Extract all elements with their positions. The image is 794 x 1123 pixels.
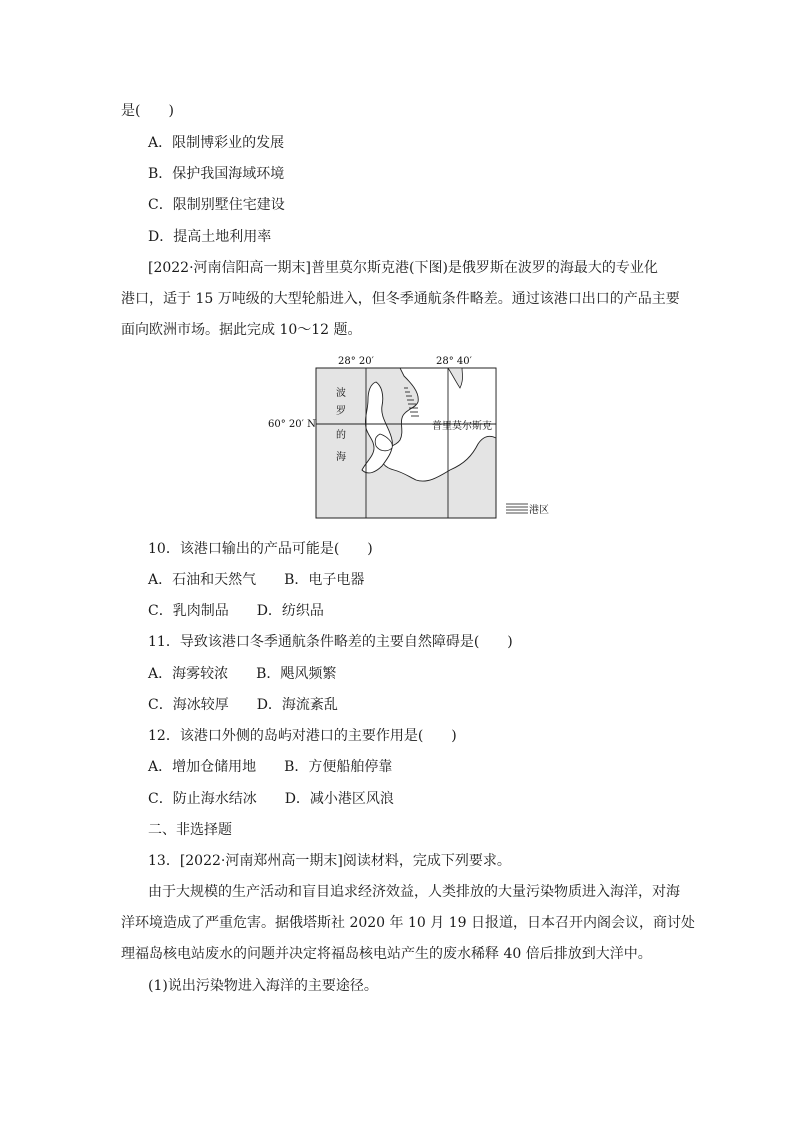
- q11-stem: 11．导致该港口冬季通航条件略差的主要自然障碍是( ): [148, 634, 513, 650]
- port-location-map: [268, 352, 558, 524]
- intro-line-2: 港口，适于 15 万吨级的大型轮船进入，但冬季通航条件略差。通过该港口出口的产品主要: [121, 291, 680, 307]
- sea-label-2: 罗: [336, 406, 346, 417]
- intro-line-1: [2022·河南信阳高一期末]普里莫尔斯克港(下图)是俄罗斯在波罗的海最大的专业化: [148, 260, 658, 276]
- option-b: B．保护我国海域环境: [148, 166, 285, 182]
- intro-line-3: 面向欧洲市场。据此完成 10～12 题。: [121, 322, 362, 338]
- sea-label-4: 海: [336, 452, 346, 463]
- port-label: 普里莫尔斯克: [432, 421, 492, 432]
- q10-stem: 10．该港口输出的产品可能是( ): [148, 541, 373, 557]
- option-a: A．限制博彩业的发展: [148, 135, 285, 151]
- q11-options-row-2: C．海冰较厚 D．海流紊乱: [148, 697, 338, 713]
- longitude-label-right: 28° 40′: [436, 356, 472, 367]
- q13-stem: 13．[2022·河南郑州高一期末]阅读材料，完成下列要求。: [148, 853, 511, 869]
- section-heading: 二、非选择题: [148, 822, 232, 838]
- q13-material-line-3: 理福岛核电站废水的问题并决定将福岛核电站产生的废水稀释 40 倍后排放到大洋中。: [121, 946, 652, 962]
- q10-options-row-2: C．乳肉制品 D．纺织品: [148, 603, 324, 619]
- sea-label-1: 波: [336, 388, 346, 399]
- q12-options-row-2: C．防止海水结冰 D．减小港区风浪: [148, 791, 394, 807]
- q12-stem: 12．该港口外侧的岛屿对港口的主要作用是( ): [148, 728, 457, 744]
- q13-sub-question-1: (1)说出污染物进入海洋的主要途径。: [148, 978, 378, 994]
- longitude-label-left: 28° 20′: [338, 356, 374, 367]
- legend-port-area-swatch: [506, 504, 528, 513]
- q10-options-row-1: A．石油和天然气 B．电子电器: [148, 572, 365, 588]
- q12-options-row-1: A．增加仓储用地 B．方便船舶停靠: [148, 759, 393, 775]
- latitude-label: 60° 20′ N: [268, 419, 316, 430]
- q11-options-row-1: A．海雾较浓 B．飓风频繁: [148, 666, 337, 682]
- question-stem-tail: 是( ): [121, 103, 174, 119]
- sea-label-3: 的: [336, 430, 346, 441]
- q13-material-line-2: 洋环境造成了严重危害。据俄塔斯社 2020 年 10 月 19 日报道，日本召开内阁会议，商讨处: [121, 915, 695, 931]
- option-c: C．限制别墅住宅建设: [148, 197, 285, 213]
- legend-label: 港区: [529, 505, 549, 516]
- option-d: D．提高土地利用率: [148, 229, 272, 245]
- q13-material-line-1: 由于大规模的生产活动和盲目追求经济效益，人类排放的大量污染物质进入海洋，对海: [148, 884, 680, 900]
